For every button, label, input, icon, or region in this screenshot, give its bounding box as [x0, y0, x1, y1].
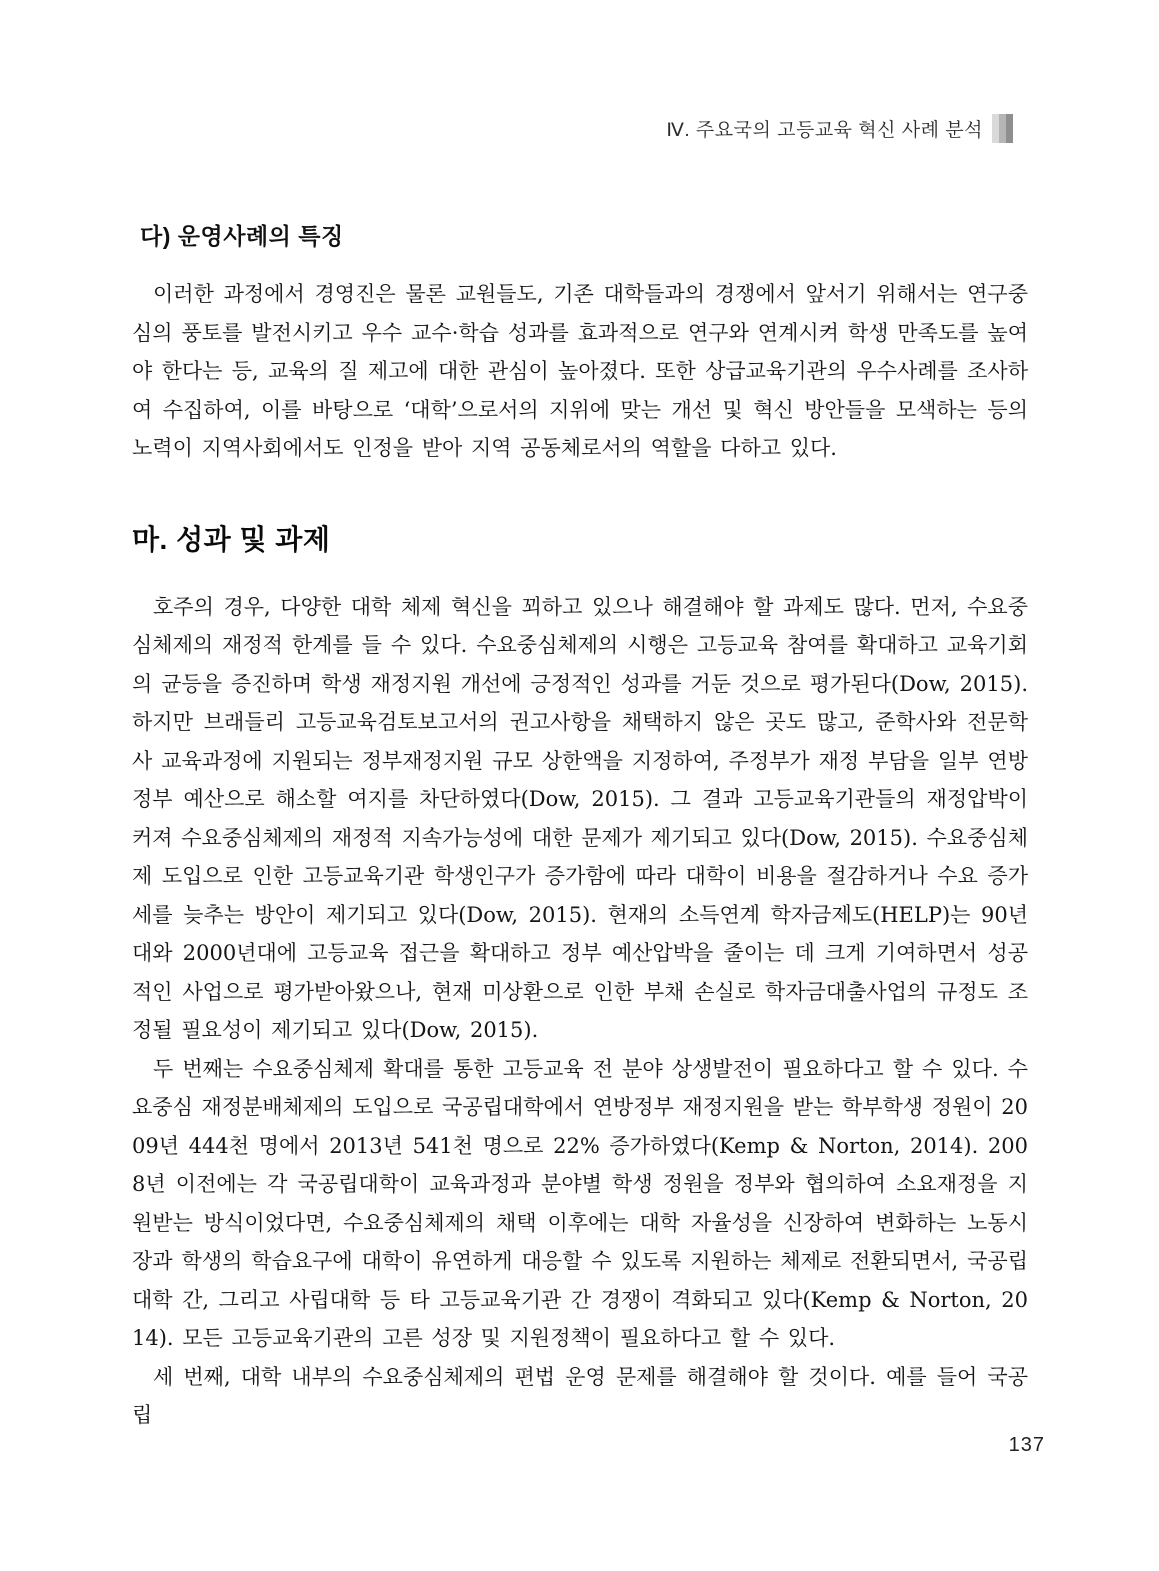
section-paragraph-2: 두 번째는 수요중심체제 확대를 통한 고등교육 전 분야 상생발전이 필요하다고 할 수 있다. 수요중심 재정분배체제의 도입으로 국공립대학에서 연방정부 재정지원을 받는 학부학생 정원이 2009년 444천 명에서 2013년 541천 명으로 22% 증가하였다(Kemp & Norton, 2014). 2008년 이전에는 각 국공립대학이 교육과정과 분야별 학생 정원을 정부와 협의하여 소요재정을 지원받는 방식이었다면, 수요중심체제의 채택 이후에는 대학 자율성을 신장하여 변화하는 노동시장과 학생의 학습요구에 대학이 유연하게 대응할 수 있도록 지원하는 체제로 전환되면서, 국공립대학 간, 그리고 사립대학 등 타 고등교육기관 간 경쟁이 격화되고 있다(Kemp & Norton, 2014). 모든 고등교육기관의 고른 성장 및 지원정책이 필요하다고 할 수 있다.: [132, 1056, 1028, 1350]
section-heading: 마. 성과 및 과제: [132, 523, 331, 555]
section-paragraph-1: 호주의 경우, 다양한 대학 체제 혁신을 꾀하고 있으나 해결해야 할 과제도 많다. 먼저, 수요중심체제의 재정적 한계를 들 수 있다. 수요중심체제의 시행은 고등교육 참여를 확대하고 교육기회의 균등을 증진하며 학생 재정지원 개선에 긍정적인 성과를 거둔 것으로 평가된다(Dow, 2015). 하지만 브래들리 고등교육검토보고서의 권고사항을 채택하지 않은 곳도 많고, 준학사와 전문학사 교육과정에 지원되는 정부재정지원 규모 상한액을 지정하여, 주정부가 재정 부담을 일부 연방정부 예산으로 해소할 여지를 차단하였다(Dow, 2015). 그 결과 고등교육기관들의 재정압박이 커져 수요중심체제의 재정적 지속가능성에 대한 문제가 제기되고 있다(Dow, 2015). 수요중심체제 도입으로 인한 고등교육기관 학생인구가 증가함에 따라 대학이 비용을 절감하거나 수요 증가세를 늦추는 방안이 제기되고 있다(Dow, 2015). 현재의 소득연계 학자금제도(HELP)는 90년대와 2000년대에 고등교육 접근을 확대하고 정부 예산압박을 줄이는 데 크게 기여하면서 성공적인 사업으로 평가받아왔으나, 현재 미상환으로 인한 부채 손실로 학자금대출사업의 규정도 조정될 필요성이 제기되고 있다(Dow, 2015).: [132, 594, 1028, 1042]
running-header: [0, 114, 1013, 143]
subsection-paragraph: 이러한 과정에서 경영진은 물론 교원들도, 기존 대학들과의 경쟁에서 앞서기 위해서는 연구중심의 풍토를 발전시키고 우수 교수·학습 성과를 효과적으로 연구와 연계시켜 학생 만족도를 높여야 한다는 등, 교육의 질 제고에 대한 관심이 높아졌다. 또한 상급교육기관의 우수사례를 조사하여 수집하여, 이를 바탕으로 ‘대학’으로서의 지위에 맞는 개선 및 혁신 방안들을 모색하는 등의 노력이 지역사회에서도 인정을 받아 지역 공동체로서의 역할을 다하고 있다.: [132, 282, 1028, 460]
decor-bar-stripe: [999, 114, 1006, 143]
header-decor-bars-icon: [992, 114, 1013, 143]
chapter-title: Ⅳ. 주요국의 고등교육 혁신 사례 분석: [666, 120, 983, 141]
subsection-heading: 다) 운영사례의 특징: [140, 223, 344, 249]
decor-bar-stripe: [1006, 114, 1013, 143]
section-paragraph-3: 세 번째, 대학 내부의 수요중심체제의 편법 운영 문제를 해결해야 할 것이다. 예를 들어 국공립: [132, 1364, 1028, 1427]
page-number: 137: [1008, 1434, 1045, 1456]
page-content: [132, 218, 1028, 1435]
decor-bar-stripe: [992, 114, 999, 143]
